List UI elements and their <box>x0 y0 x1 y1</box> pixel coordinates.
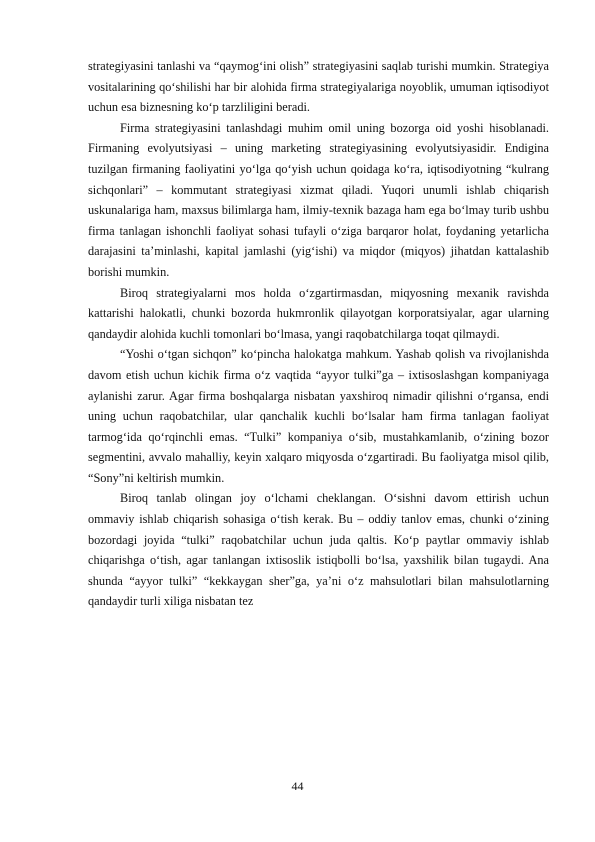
paragraph-1: strategiyasini tanlashi va “qaymog‘ini olish” strategiyasini saqlab turishi mumkin. Strategiya vositalarining qo‘shilishi har bir alohida firma strategiyalariga noyoblik, umuman iqtisodiyot uchun esa biznesning ko‘p tarzliligini beradi. <box>88 59 549 115</box>
paragraph-2: Firma strategiyasini tanlashdagi muhim omil uning bozorga oid yoshi hisoblanadi. Firmaning evolyutsiyasi – uning marketing strategiyasining evolyutsiyasidir. Endigina tuzilgan firmaning faoliyatini yo‘lga qo‘yish uchun qoidaga ko‘ra, iqtisodiyotning “kulrang sichqonlari” – kommutant strategiyasi xizmat qiladi. Yuqori unumli ishlab chiqarish uskunalariga ham, maxsus bilimlarga ham, ilmiy-texnik bazaga ham ega bo‘lmay turib ushbu firma tanlagan ishonchli faoliyat sohasi tufayli o‘ziga barqaror holat, foydaning yetarlicha darajasini ta’minlashi, kapital jamlashi (yig‘ishi) va miqdor (miqyos) jihatdan kattalashib borishi mumkin. <box>88 120 549 279</box>
paragraph-3: Biroq strategiyalarni mos holda o‘zgartirmasdan, miqyosning mexanik ravishda kattarishi halokatli, chunki bozorda hukmronlik qilayotgan korporatsiyalar, agar ularning qandaydir alohida kuchli tomonlari bo‘lmasa, yangi raqobatchilarga toqat qilmaydi. <box>88 285 549 341</box>
paragraph-4: “Yoshi o‘tgan sichqon” ko‘pincha halokatga mahkum. Yashab qolish va rivojlanishda davom etish uchun kichik firma o‘z vaqtida “ayyor tulki”ga – ixtisoslashgan kompaniyaga aylanishi zarur. Agar firma boshqalarga nisbatan yaxshiroq nimadir qilishni o‘rgansa, endi uning uchun raqobatchilar, ular qanchalik kuchli bo‘lsalar ham firma tanlagan faoliyat tarmog‘ida qo‘rqinchli emas. “Tulki” kompaniya o‘sib, mustahkamlanib, o‘zining bozor segmentini, avvalo mahalliy, keyin xalqaro miqyosda o‘zgartiradi. Bu faoliyatga misol qilib, “Sony”ni keltirish mumkin. <box>88 347 549 485</box>
paragraph-5: Biroq tanlab olingan joy o‘lchami cheklangan. O‘sishni davom ettirish uchun ommaviy ishlab chiqarish sohasiga o‘tish kerak. Bu – oddiy tanlov emas, chunki o‘zining bozordagi joyida “tulki” raqobatchilar uchun juda qaltis. Ko‘p paytlar ommaviy ishlab chiqarishga o‘tish, agar tanlangan ixtisoslik istiqbolli bo‘lsa, yaxshilik bilan tugaydi. Ana shunda “ayyor tulki” “kekkaygan sher”ga, ya’ni o‘z mahsulotlari bilan mahsulotlarning qandaydir turli xiliga nisbatan tez <box>88 491 549 609</box>
page-number: 44 <box>291 779 304 793</box>
document-page <box>88 56 549 612</box>
